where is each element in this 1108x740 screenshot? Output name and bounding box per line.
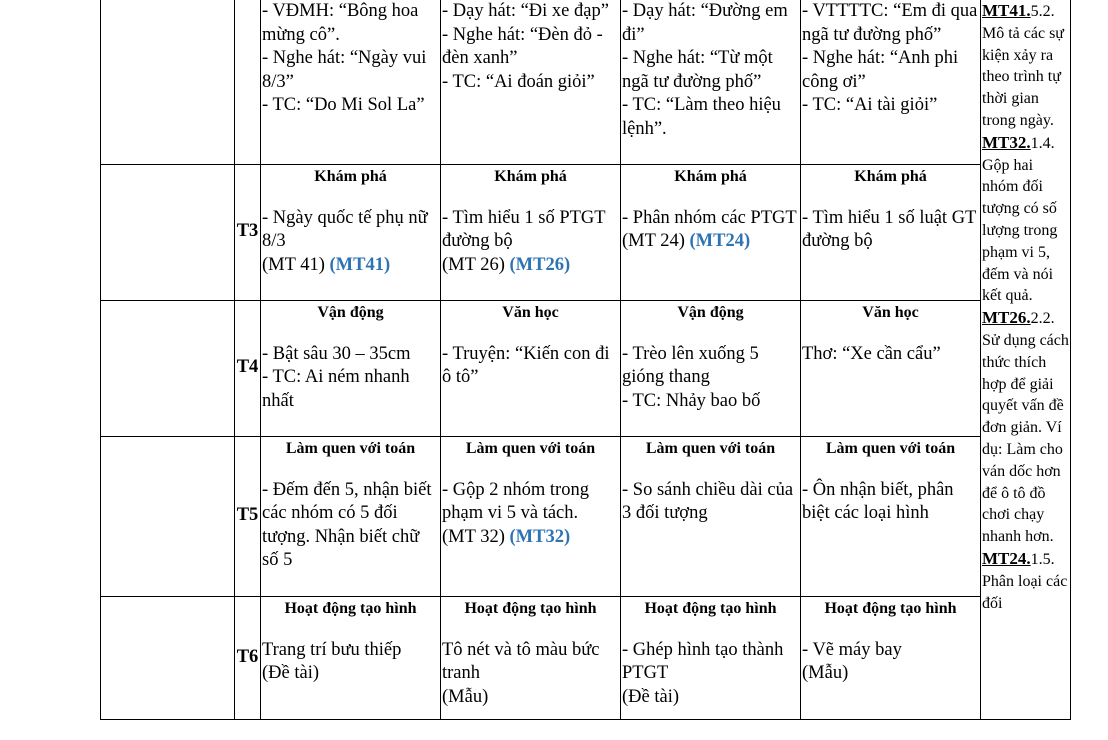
lesson-plan-table <box>100 0 1071 720</box>
objective-tag: (MT24) <box>689 231 751 251</box>
objective-ref-line <box>442 526 619 550</box>
activity-line: - Ghép hình tạo thành PTGT <box>622 639 784 683</box>
activity-cell <box>621 596 801 719</box>
activity-heading: Làm quen với toán <box>465 439 596 457</box>
activity-heading: Khám phá <box>854 167 927 185</box>
activity-line: - Trèo lên xuống 5 gióng thang <box>622 343 759 387</box>
activity-line: - VTTTTC: “Em đi qua ngã tư đường phố” <box>802 1 978 45</box>
objective-text: 2.2. Sử dụng cách thức thích hợp để giải quyết vấn đề đơn giản. Ví dụ: Làm cho ván dốc hơn để ô tô đồ chơi chạy nhanh hơn. <box>982 310 1069 546</box>
objective-tag: (MT26) <box>509 254 571 275</box>
activity-line: - VĐMH: “Bông hoa mừng cô”. <box>262 1 419 45</box>
activity-cell <box>801 436 981 596</box>
activity-line: - TC: Ai ném nhanh nhất <box>262 367 410 411</box>
activity-heading: Hoạt động tạo hình <box>644 599 777 617</box>
activity-heading: Vận động <box>317 303 384 321</box>
activity-heading: Làm quen với toán <box>645 439 776 457</box>
week-cell <box>101 596 235 719</box>
activity-heading: Khám phá <box>494 167 567 185</box>
activity-line: (Đề tài) <box>622 686 680 707</box>
activity-cell <box>441 164 621 300</box>
table-row <box>101 596 1071 719</box>
activity-line: - Vẽ máy bay <box>802 639 902 660</box>
objective-text: 1.5. Phân loại các đối <box>982 550 1068 612</box>
activity-cell <box>441 0 621 164</box>
day-label <box>235 0 261 164</box>
activity-line: (Đề tài) <box>262 663 320 683</box>
activity-line: (Mẫu) <box>802 663 849 683</box>
objective-tag: (MT32) <box>509 526 571 547</box>
activity-cell <box>261 164 441 300</box>
activity-line: - Đếm đến 5, nhận biết các nhóm có 5 đối tượng. Nhận biết chữ số 5 <box>262 479 432 570</box>
activity-line: - Gộp 2 nhóm trong phạm vi 5 và tách. <box>442 479 589 523</box>
objective-ref: (MT 41) <box>262 254 325 275</box>
objective-code: MT32. <box>982 132 1031 152</box>
activity-line: - Nghe hát: “Anh phi công ơi” <box>802 48 959 92</box>
activity-cell <box>261 596 441 719</box>
activity-line: - TC: “Ai tài giỏi” <box>802 95 938 115</box>
activity-line: - Truyện: “Kiến con đi ô tô” <box>442 343 610 387</box>
activity-line: - Phân nhóm các PTGT <box>622 207 797 228</box>
activity-line: Trang trí bưu thiếp <box>262 639 402 660</box>
activity-cell <box>621 300 801 436</box>
objective-tag: (MT41) <box>329 254 391 275</box>
objective-code: MT24. <box>982 548 1031 568</box>
objective-code: MT26. <box>982 308 1031 328</box>
activity-line: - TC: “Ai đoán giỏi” <box>442 71 595 92</box>
activity-line: - Ôn nhận biết, phân biệt các loại hình <box>802 479 954 523</box>
activity-heading: Vận động <box>677 303 744 321</box>
table-row <box>101 436 1071 596</box>
objective-ref: (MT 32) <box>442 526 505 547</box>
objectives-column <box>981 0 1071 719</box>
week-cell <box>101 0 235 164</box>
table-row <box>101 300 1071 436</box>
activity-line: - Tìm hiểu 1 số luật GT đường bộ <box>802 207 977 251</box>
activity-heading: Hoạt động tạo hình <box>464 599 597 617</box>
activity-line: - Dạy hát: “Đi xe đạp” <box>442 1 609 21</box>
activity-line: Thơ: “Xe cần cẩu” <box>802 343 941 364</box>
activity-cell <box>801 164 981 300</box>
week-cell <box>101 164 235 300</box>
week-cell <box>101 436 235 596</box>
activity-cell <box>441 436 621 596</box>
activity-cell <box>261 0 441 164</box>
objective-text: 5.2. Mô tả các sự kiện xảy ra theo trình tự thời gian trong ngày. <box>982 3 1064 129</box>
objective-ref-line <box>262 254 439 278</box>
activity-heading: Hoạt động tạo hình <box>824 599 957 617</box>
activity-line: - Tìm hiểu 1 số PTGT đường bộ <box>442 207 606 251</box>
activity-cell <box>441 596 621 719</box>
table-row <box>101 0 1071 164</box>
activity-cell <box>621 436 801 596</box>
objective-text: 1.4. Gộp hai nhóm đối tượng có số lượng trong phạm vi 5, đếm và nói kết quả. <box>982 134 1058 305</box>
objective-ref: (MT 26) <box>442 254 505 275</box>
activity-cell <box>621 0 801 164</box>
activity-line: - Ngày quốc tế phụ nữ 8/3 <box>262 207 428 251</box>
day-label: T5 <box>235 436 261 596</box>
objective-ref: (MT 24) <box>622 231 685 251</box>
activity-heading: Văn học <box>862 303 919 321</box>
activity-heading: Hoạt động tạo hình <box>284 599 417 617</box>
activity-cell <box>801 300 981 436</box>
activity-line: - Nghe hát: “Ngày vui 8/3” <box>262 48 427 92</box>
day-label: T6 <box>235 596 261 719</box>
day-label: T3 <box>235 164 261 300</box>
activity-heading: Khám phá <box>674 167 747 185</box>
objective-ref-line <box>442 254 619 278</box>
week-cell <box>101 300 235 436</box>
activity-line: - Bật sâu 30 – 35cm <box>262 343 411 364</box>
activity-line: (Mẫu) <box>442 686 489 707</box>
activity-cell <box>261 300 441 436</box>
activity-cell <box>621 164 801 300</box>
activity-line: - Dạy hát: “Đường em đi” <box>622 1 788 45</box>
activity-line: - TC: Nhảy bao bố <box>622 390 761 411</box>
activity-heading: Làm quen với toán <box>285 439 416 457</box>
table-row <box>101 164 1071 300</box>
activity-line: Tô nét và tô màu bức tranh <box>442 639 600 683</box>
activity-cell <box>801 596 981 719</box>
activity-line: - TC: “Làm theo hiệu lệnh”. <box>622 95 781 139</box>
activity-heading: Khám phá <box>314 167 387 185</box>
activity-line: - TC: “Do Mi Sol La” <box>262 95 425 115</box>
activity-line: - Nghe hát: “Đèn đỏ - đèn xanh” <box>442 24 603 68</box>
activity-cell <box>441 300 621 436</box>
day-label: T4 <box>235 300 261 436</box>
activity-cell <box>801 0 981 164</box>
activity-cell <box>261 436 441 596</box>
objective-ref-line <box>622 230 799 254</box>
activity-line: - Nghe hát: “Từ một ngã tư đường phố” <box>622 48 773 92</box>
activity-heading: Văn học <box>502 303 559 321</box>
objective-code: MT41. <box>982 1 1031 20</box>
activity-heading: Làm quen với toán <box>825 439 956 457</box>
activity-line: - So sánh chiều dài của 3 đối tượng <box>622 479 794 523</box>
